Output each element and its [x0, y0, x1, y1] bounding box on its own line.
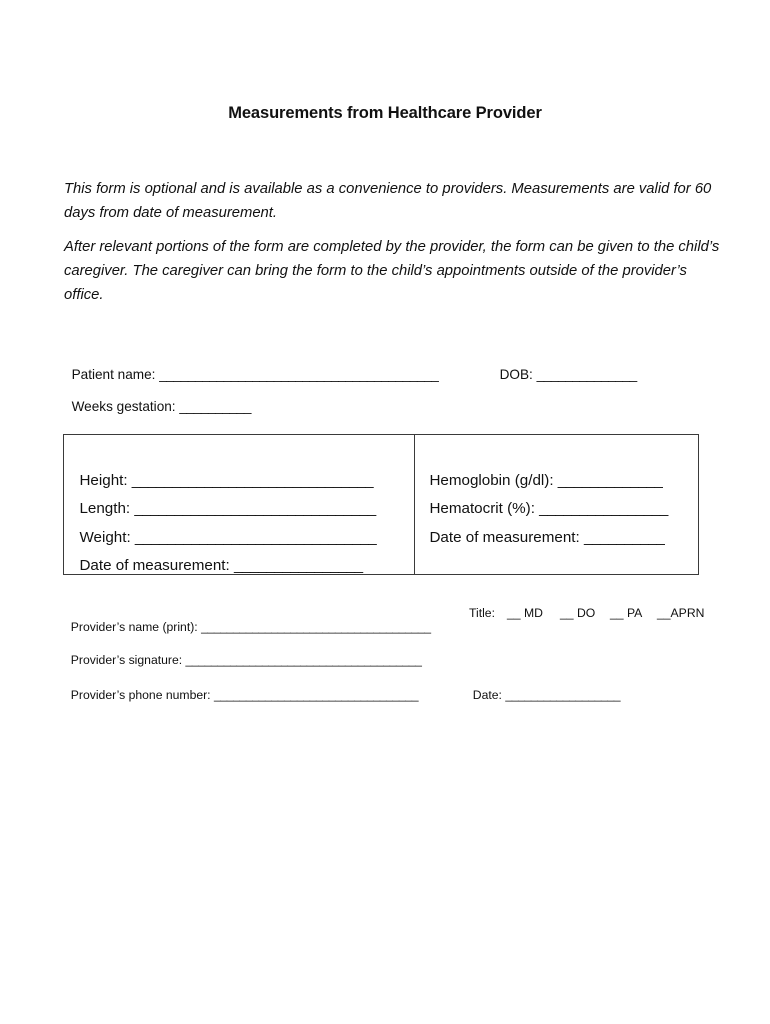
weeks-gestation-label: Weeks gestation: [71, 399, 180, 414]
weeks-gestation-field[interactable]: __________ [179, 399, 251, 414]
title-option-do[interactable]: __ DO [560, 606, 596, 620]
provider-date-row [466, 674, 620, 702]
provider-signature-label: Provider’s signature: [70, 653, 186, 667]
title-option-md[interactable]: __ MD [507, 606, 543, 620]
dob-label: DOB: [499, 367, 537, 382]
hemoglobin-label: Hemoglobin (g/dl): [429, 472, 558, 489]
weight-field[interactable]: ______________________________ [134, 529, 377, 546]
dob-field[interactable]: ______________ [536, 367, 637, 382]
provider-date-label: Date: [472, 688, 506, 702]
provider-name-label: Provider’s name (print): [70, 620, 202, 634]
hemoglobin-field[interactable]: _____________ [557, 472, 663, 489]
patient-name-row [64, 352, 438, 382]
height-field[interactable]: ______________________________ [131, 472, 374, 489]
length-field[interactable]: ______________________________ [134, 500, 376, 517]
hematocrit-field[interactable]: ________________ [539, 500, 668, 517]
provider-name-field[interactable]: ____________________________________ [201, 620, 431, 634]
weeks-gestation-row [64, 384, 251, 414]
intro-paragraph-1: This form is optional and is available as a convenience to providers. Measurements are valid for 60 days from date of measurement. [64, 181, 712, 221]
left-date-row [71, 540, 363, 574]
intro-paragraph-2: After relevant portions of the form are completed by the provider, the form can be given to the child’s caregiver. The caregiver can bring the form to the child’s appointments outside of the provider’s office. [64, 239, 720, 303]
patient-name-field[interactable]: _______________________________________ [159, 367, 439, 382]
dob-row [492, 352, 637, 382]
right-date-field[interactable]: __________ [583, 529, 665, 546]
box-divider [414, 435, 415, 574]
title-label: Title: [469, 606, 495, 620]
right-date-row [421, 512, 664, 546]
provider-name-row [64, 606, 431, 634]
provider-phone-row [64, 674, 418, 702]
weight-label: Weight: [79, 529, 135, 546]
provider-phone-field[interactable]: ________________________________ [213, 688, 419, 702]
title-option-aprn[interactable]: __APRN [657, 606, 705, 620]
hematocrit-label: Hematocrit (%): [429, 500, 540, 517]
right-date-label: Date of measurement: [429, 529, 584, 546]
provider-signature-row [64, 639, 422, 667]
left-date-field[interactable]: ________________ [233, 557, 363, 574]
provider-signature-field[interactable]: _____________________________________ [185, 653, 422, 667]
form-title: Measurements from Healthcare Provider [228, 104, 542, 122]
title-option-pa[interactable]: __ PA [610, 606, 643, 620]
left-date-label: Date of measurement: [79, 557, 234, 574]
provider-date-field[interactable]: __________________ [505, 688, 621, 702]
height-label: Height: [79, 472, 132, 489]
length-label: Length: [79, 500, 135, 517]
patient-name-label: Patient name: [71, 367, 160, 382]
provider-phone-label: Provider’s phone number: [70, 688, 214, 702]
